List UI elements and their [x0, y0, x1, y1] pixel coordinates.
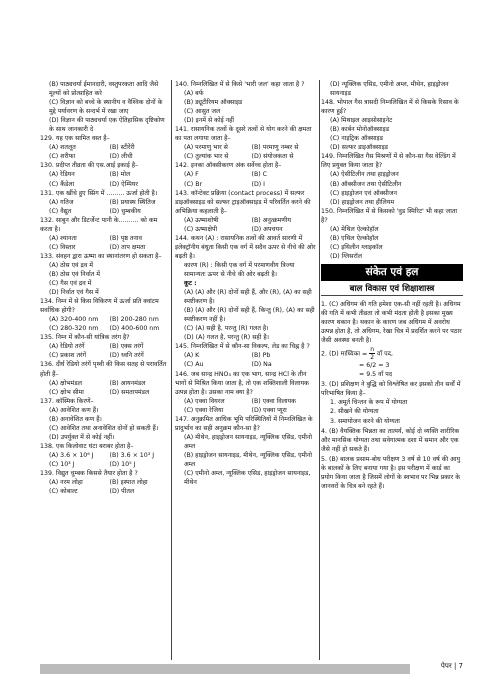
option: (D) चुम्बकीय — [109, 207, 141, 215]
option: (B) आयनमंडल — [109, 379, 146, 387]
question-stem: 149. निम्नलिखित गैस मिश्रणों में से कौन-सा गैस वेल्डिंग में लिए प्रयुक्त किया जाता है? — [321, 153, 456, 170]
option: (C) प्रकाश तरंगें — [49, 352, 87, 360]
answer-5: 5. (B) बालक प्रसाम-बोध परीक्षण 3 वर्ष से 10 वर्ष की आयु के बालकों के लिए बनाया गया है। इस परीक्षण में कार्ड का प्रयोग किया जाता है जिसमें लोगों के स्वभाव पर भिन्न प्रकार के जानवरों के चित्र बने रहते हैं। — [321, 455, 461, 490]
question-129 — [40, 134, 168, 161]
answers-banner: संकेत एवं हल — [321, 264, 463, 281]
question-141 — [175, 125, 317, 161]
option: (C) आवेशित तथा अनावेशित दोनों हो सकती हैं। — [49, 424, 159, 432]
option: (D) एक्वा प्यूरा — [251, 406, 287, 414]
answer-3-item: 3. समायोजन करने की योग्यता — [330, 417, 400, 425]
option: (A) (A) और (R) दोनों सही हैं, और (R), (A) का सही स्पष्टीकरण है। — [184, 289, 312, 306]
option: (D) सल्फर डाइऑक्साइड — [330, 144, 388, 152]
option: (D) (A) गलत है, परन्तु (R) सही है। — [184, 334, 270, 342]
option: (C) एमीनो अम्ल, न्यूक्लिक एसिड, हाइड्रोजन सायनाइड, मीथेन — [184, 470, 311, 487]
question-139 — [40, 469, 168, 496]
option: (A) एक्वा वियरल — [184, 397, 225, 405]
option: (A) श्यानता — [49, 234, 77, 242]
option: (B) 200-280 nm — [109, 316, 159, 324]
answer-3-item: 2. सीखने की योग्यता — [330, 408, 379, 416]
question-146 — [175, 370, 317, 415]
question-142 — [175, 161, 317, 188]
option: (C) Au — [184, 361, 204, 369]
option: (C) शरीफा — [49, 153, 76, 161]
option: (B) हाइड्रोजन सायनाइड, मीथेन, न्यूक्लिक एसिड, एमीनो अम्ल — [184, 451, 312, 468]
question-stem: 132. साबुन और डिटर्जेन्ट पानी के.......... को कम करता है। — [40, 216, 158, 233]
question-138 — [40, 442, 168, 469]
option: (D) न्यूक्लिक एसिड, एमीनो अम्ल, मीथेन, हाइड्रोजन सायनाइड — [330, 81, 449, 98]
option: (A) ऐसीटिलीन तथा हाइड्रोजन — [330, 171, 399, 179]
option: (B) परमाणु नम्बर से — [251, 144, 299, 152]
code-label: कूट : — [184, 280, 197, 288]
option: (D) I — [251, 180, 266, 188]
footer-bar — [40, 664, 410, 674]
answer-3-text: 3. (D) प्रशिक्षण ने बुद्धि को विश्लेषित कर इसको तीन सर्वों में परिभाषित किया है– — [321, 381, 461, 398]
option: (D) संयोजकता से — [251, 153, 294, 161]
option: (B) एक्वा विलायक — [251, 397, 296, 405]
question-stem: 140. निम्नलिखित में से किसे 'भारी जल' कहा जाता है ? — [175, 81, 305, 88]
question-stem: 145. निम्नलिखित में से कौन-सा विकल्प, लेड का चिह्न है ? — [175, 343, 310, 351]
option: (A) 3.6 × 10⁶ J — [49, 451, 94, 459]
question-stem: 141. रासायनिक तत्वों के दूसरे तत्वों से योग करने की क्षमता का पता लगाया जाता है– — [175, 126, 312, 143]
question-stem: 130. प्रदीप्त तीव्रता की एस.आई इकाई है– — [40, 162, 139, 170]
option: (C) विस्तार — [49, 243, 76, 251]
question-134 — [40, 297, 168, 333]
option: (C) नाइट्रिक ऑक्साइड — [330, 135, 383, 143]
question-stem: 148. भोपाल गैस त्रासदी निम्नलिखित में से किसके रिसाव के कारण हुई? — [321, 99, 459, 116]
option: (C) आसुत जल — [184, 108, 221, 116]
option: (D) ग्लिसरॉल — [330, 252, 362, 260]
option: (B) एक्स तरंगें — [109, 343, 144, 351]
option: (D) निर्वात एवं गैस में — [49, 289, 99, 297]
option: (B) स्टीरेंरी — [109, 144, 135, 152]
answer-3-item: 1. अमूर्त चिन्तन के रूप में योग्यता — [330, 399, 408, 407]
answer-2-lead: 2. (D) माध्यिका = — [321, 350, 368, 358]
option: (C) गैस एवं द्रव में — [49, 280, 92, 288]
option: (C) (A) सही है, परन्तु (R) गलत है। — [184, 325, 269, 333]
column-left — [40, 80, 168, 496]
option: (D) Na — [251, 361, 272, 369]
option: (C) कोबाल्ट — [49, 488, 78, 496]
question-132 — [40, 216, 168, 252]
question-143 — [175, 189, 317, 234]
option: (B) मोल — [109, 171, 131, 179]
option: (B) Pb — [251, 352, 271, 360]
question-stem: 142. इनका ऑक्सीकरण अंक सर्वेच्च होता है– — [175, 162, 282, 170]
question-148 — [321, 98, 463, 152]
option: (A) गतिज — [49, 198, 74, 206]
answer-3 — [321, 380, 463, 425]
option: (D) पीतल — [109, 488, 135, 496]
option: (A) मीथेन, हाइड्रोजन सायनाइड, न्यूक्लिक एसिड, एमीनो अम्ल — [184, 433, 312, 450]
option: (D) समतापमंडल — [109, 388, 150, 396]
option: (A) ऊष्माशोषी — [184, 216, 219, 224]
option: (B) अनुत्क्रमणीय — [251, 216, 292, 224]
option: (A) मेथिल ऐल्कोहॉल — [330, 225, 379, 233]
option: (A) K — [184, 352, 200, 360]
option: (C) विज्ञान को बच्चे के स्थानीय व वैश्विक दोनों के मुद्दे पर्यावरण के सन्दर्भ में रखा जाए — [49, 99, 163, 116]
answer-2 — [321, 346, 463, 379]
option: (A) शतलूत — [49, 144, 76, 152]
answer-2-tail: वाँ पद, — [377, 350, 393, 358]
option: (B) ठोस एवं निर्वात में — [49, 270, 100, 278]
option: (B) इस्पात लोहा — [109, 479, 148, 487]
question-149 — [321, 152, 463, 206]
option: (C) तुल्यांक भार से — [184, 153, 229, 161]
option: (B) C — [251, 171, 268, 179]
option: (A) बर्फ — [184, 90, 204, 98]
subheading-rule — [321, 295, 463, 296]
option: (A) क्षोभमंडल — [49, 379, 82, 387]
question-131 — [40, 189, 168, 216]
question-136 — [40, 360, 168, 396]
option: (B) अनावेशित कण हैं। — [49, 415, 102, 423]
question-128-options — [40, 80, 168, 134]
option: (D) विज्ञान की पाठ्यचर्या एक ऐतिहासिक दृष्टिकोण के साथ जानकारी दे — [49, 117, 165, 134]
answer-2-line-3: = 9.5 वाँ पद — [359, 371, 393, 379]
question-stem: 143. कॉन्टेक्ट प्रक्रिया (contact process) में सल्फर डाइऑक्साइड को सल्फर ट्राइऑक्साइड में परिवर्तित करने की अभिक्रिया कहलाती है– — [175, 189, 311, 215]
option: (B) ऑक्सीजन तथा ऐसीटिलीन — [330, 180, 402, 188]
option: (B) 3.6 × 10³ J — [109, 451, 155, 459]
option: (D) 400-600 nm — [109, 325, 160, 333]
option: (A) नरम लोहा — [49, 479, 83, 487]
column-middle — [175, 80, 317, 487]
option: (B) पृष्ठ तनाव — [109, 234, 142, 242]
option: (A) ठोस एवं द्रव में — [49, 261, 94, 269]
option: (D) लीची — [109, 153, 133, 161]
option: (C) 10³ J — [49, 460, 75, 468]
section-subheading: बाल विकास एवं शिक्षाशास्त्र — [349, 283, 435, 294]
page-number: पेपर | 7 — [440, 662, 463, 670]
option: (C) क्षोभ सीमा — [49, 388, 84, 396]
option: (B) ड्यूटीरियम ऑक्साइड — [184, 99, 243, 107]
question-stem: 134. निम्न में से किस विकिरण में ऊर्जा प्रति क्वांटम सर्वाधिक होगी? — [40, 298, 159, 315]
option: (D) ध्वनि तरंगें — [109, 352, 144, 360]
option: (C) वैद्युत — [49, 207, 72, 215]
fraction-denominator: 2 — [370, 354, 375, 362]
question-130 — [40, 161, 168, 188]
option: (D) ताप क्षमता — [109, 243, 146, 251]
question-150 — [321, 207, 463, 261]
question-145 — [175, 342, 317, 369]
option: (B) (A) और (R) दोनों सही हैं, किन्तु (R), (A) का सही स्पष्टीकरण नहीं है। — [184, 307, 315, 324]
question-stem: 150. निम्नलिखित में से किसको 'वुड स्पिरिट' भी कहा जाता है? — [321, 207, 457, 224]
question-137 — [40, 397, 168, 442]
answer-1: 1. (C) अधिगम की गति हमेशा एक-सी नहीं रहती है। अधिगम की गति में कभी तीव्रता तो कभी मंदता होती है इसका मुख्य कारण थकान है। थकान के कारण जब अधिगम में अवरोध उत्पन्न होता है, तो अधिगम, रेखा चित्र में प्रदर्शित करने पर पठार जैसी अवस्था बनती है। — [321, 300, 462, 345]
option: (D) ऐम्पियर — [109, 180, 138, 188]
question-144 — [175, 234, 317, 343]
fraction-numerator: n — [370, 346, 375, 354]
answer-4: 4. (B) वैयक्तिक भिन्नता का तात्पर्य, कोई दो व्यक्ति शारीरिक और मानसिक योग्यता तथा सवेगात्मक दशा में समान और एक जैसे नहीं हो सकते हैं। — [321, 427, 460, 453]
option: (C) इथिलीन ग्लाइकॉल — [330, 243, 383, 251]
option: (C) हाइड्रोजन एवं ऑक्सीजन — [330, 189, 397, 197]
option: (B) एथिल ऐल्कोहॉल — [330, 234, 379, 242]
option: (C) 280-320 nm — [49, 325, 99, 333]
page-footer — [40, 660, 463, 678]
reason-text: कारण (R) : किसी एक वर्ग में परमाणवीय त्रिज्या सामान्यतः ऊपर से नीचे की ओर बढ़ती है। — [184, 261, 295, 278]
option: (A) मिथाइल आइसोसाइनेट — [330, 117, 393, 125]
question-stem: 129. यह एक सामित वस्त है– — [40, 135, 110, 143]
question-147-option-d — [321, 80, 463, 98]
column-divider — [171, 80, 172, 660]
question-135 — [40, 333, 168, 360]
question-stem: 136. दीर्घ रेडियो तरंगें पृथ्वी की किस सतह से परावर्तित होती हैं– — [40, 361, 167, 378]
question-stem: 137. कॉस्मिक किरणें– — [40, 397, 94, 405]
option: (B) पाठ्यचर्या ईमानदारी, वस्तुपरकता आदि जैसे मूल्यों को प्रोत्साहित करे — [49, 81, 159, 98]
option: (A) रेडियन — [49, 171, 75, 179]
option: (A) आवेशित कण हैं। — [49, 406, 99, 414]
column-right — [321, 80, 463, 492]
option: (B) कार्बन मोनोऑक्साइड — [330, 126, 390, 134]
option: (A) परमाणु भार से — [184, 144, 228, 152]
question-stem: 135. निम्न में कौन-सी यांत्रिक तरंग है? — [40, 334, 130, 342]
assertion-text: 144. कथन (A) : रासायनिक तत्वों की आवर्त सारणी में इलेक्ट्रॉनीय बंधुता किसी एक वर्ग में सदैव ऊपर से नीचे की ओर बढ़ती है। — [175, 234, 316, 260]
question-133 — [40, 252, 168, 297]
option: (C) कैंडेला — [49, 180, 75, 188]
question-147 — [175, 415, 317, 487]
option: (D) उपर्युक्त में से कोई नहीं। — [49, 433, 115, 441]
question-140 — [175, 80, 317, 125]
option: (D) अपचयन — [251, 225, 283, 233]
option: (D) 10⁵ J — [109, 460, 136, 468]
option: (A) F — [184, 171, 199, 179]
option: (D) हाइड्रोजन तथा हीलियम — [330, 198, 395, 206]
fraction — [369, 346, 375, 361]
column-divider — [319, 80, 320, 660]
option: (C) Br — [184, 180, 203, 188]
question-stem: 139. विद्युत चुम्बक किससे तैयार होता है ? — [40, 470, 138, 478]
question-stem: 138. एक किलोवाट घंटा बराबर होता है– — [40, 442, 134, 450]
question-stem: 146. जब सान्द्र HNO₃ का एक भाग, सान्द्र HCl के तीन भागों से मिश्रित किया जाता है, तो एक शक्तिशाली विलायक उत्पन्न होता है। उसका नाम क्या है? — [175, 370, 309, 396]
question-stem: 131. एक खींचे हुए स्प्रिंग में ......... ऊर्जा होती है। — [40, 189, 158, 197]
question-stem: 133. संवहन द्वारा ऊष्मा का स्थानांतरण हो सकता है– — [40, 252, 162, 260]
question-stem: 147. अनुक्रमित आधिक भूमि परिस्थितियों में निम्नलिखित के प्रादुर्भाव का सही अनुक्रम कौन-सा है? — [175, 415, 313, 432]
option: (C) ऊष्माक्षेपी — [184, 225, 218, 233]
option: (D) इनमें से कोई नहीं — [184, 117, 235, 125]
answer-2-line-2: = 6/2 = 3 — [359, 362, 390, 370]
option: (B) प्रयास्थ स्थितिज — [109, 198, 156, 206]
option: (A) रेडियो तरंगें — [49, 343, 85, 351]
option: (A) 320-400 nm — [49, 316, 99, 324]
option: (C) एक्वा रेजिया — [184, 406, 224, 414]
